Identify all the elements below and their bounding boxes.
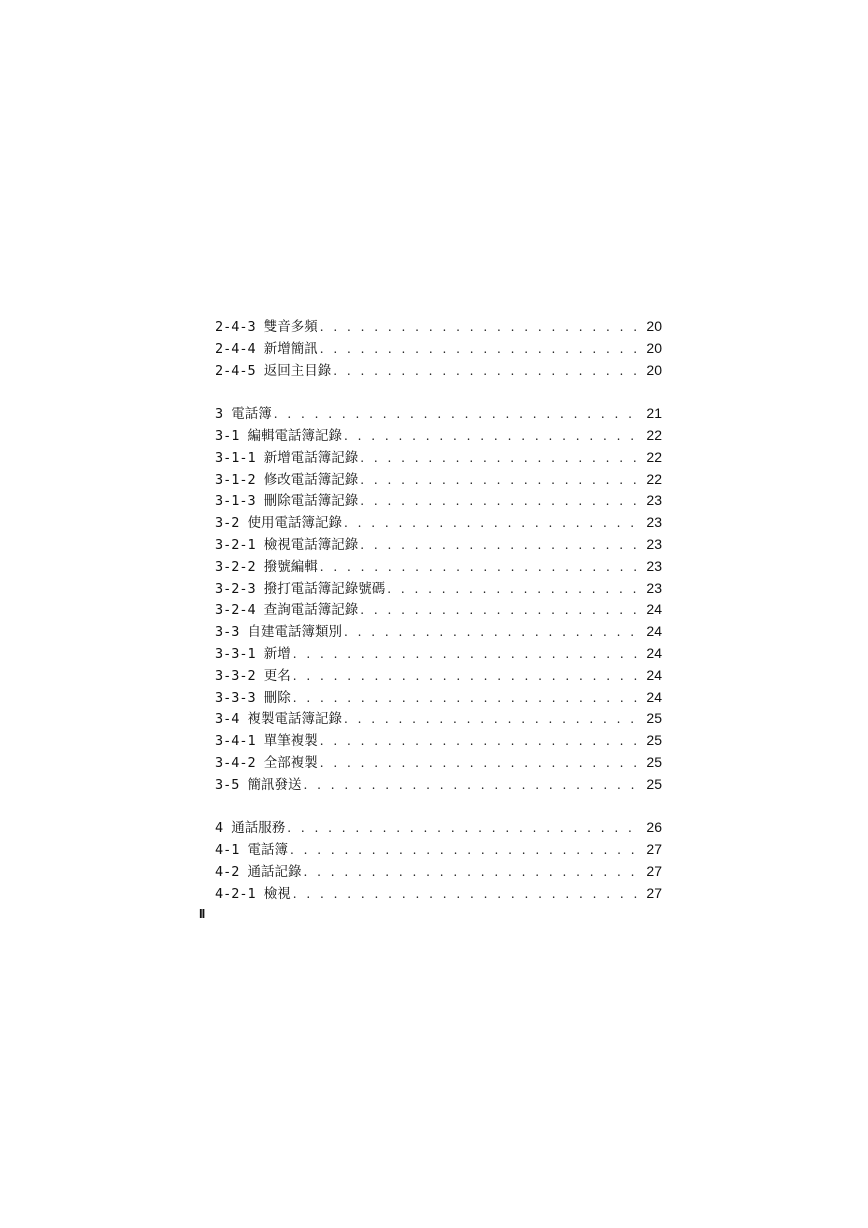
toc-entry	[215, 687, 662, 709]
dot-leader	[320, 339, 638, 361]
toc-entry-label: 3-3 自建電話簿類別	[215, 624, 343, 641]
page-folio: II	[199, 906, 205, 921]
toc-entry-label: 3-3-3 刪除	[215, 689, 291, 706]
toc-entry-label: 3-2-3 撥打電話簿記錄號碼	[215, 580, 386, 597]
toc-entry	[215, 708, 662, 730]
toc-entry	[215, 730, 662, 752]
toc-entry-label: 3-1-2 修改電話簿記錄	[215, 471, 359, 488]
toc-entry-page: 27	[646, 884, 662, 901]
dot-leader	[344, 426, 638, 448]
toc-entry-label: 3 電話簿	[215, 406, 272, 423]
toc-entry-page: 27	[646, 862, 662, 879]
toc-entry-page: 21	[646, 405, 662, 422]
toc-entry	[215, 403, 662, 425]
dot-leader	[360, 600, 638, 622]
toc-entry	[215, 316, 662, 338]
dot-leader	[320, 557, 638, 579]
dot-leader	[304, 775, 638, 797]
toc-entry-label: 3-2-1 檢視電話簿記錄	[215, 536, 359, 553]
toc-entry-page: 25	[646, 775, 662, 792]
toc-entry-label: 3-4 複製電話簿記錄	[215, 711, 343, 728]
dot-leader	[344, 709, 638, 731]
dot-leader	[320, 753, 638, 775]
toc-entry-label: 3-4-1 單筆複製	[215, 733, 318, 750]
toc-entry-page: 23	[646, 535, 662, 552]
toc-entry-page: 24	[646, 601, 662, 618]
dot-leader	[290, 840, 638, 862]
toc-entry	[215, 556, 662, 578]
toc-entry-label: 3-1 編輯電話簿記錄	[215, 427, 343, 444]
toc-entry	[215, 643, 662, 665]
dot-leader	[344, 513, 638, 535]
toc-entry-page: 25	[646, 710, 662, 727]
toc-entry-label: 3-4-2 全部複製	[215, 754, 318, 771]
dot-leader	[293, 688, 638, 710]
toc-entry-page: 24	[646, 666, 662, 683]
toc-entry	[215, 512, 662, 534]
dot-leader	[293, 666, 638, 688]
toc-entry	[215, 839, 662, 861]
toc-entry-page: 24	[646, 623, 662, 640]
toc-entry-page: 26	[646, 819, 662, 836]
toc-entry-page: 27	[646, 841, 662, 858]
dot-leader	[293, 644, 638, 666]
toc-entry	[215, 599, 662, 621]
dot-leader	[360, 535, 638, 557]
toc-entry	[215, 817, 662, 839]
toc-entry	[215, 425, 662, 447]
dot-leader	[287, 818, 638, 840]
toc-entry	[215, 861, 662, 883]
toc-entry-label: 3-1-1 新增電話簿記錄	[215, 449, 359, 466]
table-of-contents	[215, 316, 662, 905]
toc-entry	[215, 360, 662, 382]
dot-leader	[304, 862, 638, 884]
toc-entry	[215, 621, 662, 643]
dot-leader	[293, 884, 638, 906]
toc-entry-label: 3-5 簡訊發送	[215, 776, 302, 793]
dot-leader	[360, 470, 638, 492]
toc-entry	[215, 752, 662, 774]
dot-leader	[320, 317, 638, 339]
dot-leader	[333, 361, 638, 383]
toc-entry-page: 25	[646, 753, 662, 770]
dot-leader	[320, 731, 638, 753]
toc-entry-page: 22	[646, 426, 662, 443]
toc-entry-page: 22	[646, 448, 662, 465]
toc-entry-label: 3-3-2 更名	[215, 667, 291, 684]
toc-entry	[215, 490, 662, 512]
toc-entry-page: 22	[646, 470, 662, 487]
dot-leader	[344, 622, 638, 644]
toc-entry-label: 3-2 使用電話簿記錄	[215, 515, 343, 532]
toc-entry-page: 25	[646, 732, 662, 749]
toc-entry-page: 24	[646, 644, 662, 661]
toc-entry	[215, 447, 662, 469]
toc-entry-label: 4-2-1 檢視	[215, 885, 291, 902]
toc-entry-page: 20	[646, 339, 662, 356]
toc-entry-page: 23	[646, 557, 662, 574]
toc-entry-page: 20	[646, 318, 662, 334]
toc-entry-label: 3-2-2 撥號編輯	[215, 558, 318, 575]
toc-entry	[215, 578, 662, 600]
toc-entry-label: 4 通話服務	[215, 820, 286, 837]
toc-entry-page: 20	[646, 361, 662, 378]
toc-entry	[215, 338, 662, 360]
dot-leader	[360, 491, 638, 513]
toc-entry-page: 23	[646, 579, 662, 596]
toc-entry-page: 24	[646, 688, 662, 705]
dot-leader	[360, 448, 638, 470]
toc-entry	[215, 774, 662, 796]
toc-entry	[215, 665, 662, 687]
toc-entry	[215, 469, 662, 491]
toc-entry	[215, 534, 662, 556]
toc-entry-label: 4-1 電話簿	[215, 842, 289, 859]
toc-entry-label: 2-4-5 返回主目錄	[215, 362, 332, 379]
toc-entry-label: 3-1-3 刪除電話簿記錄	[215, 493, 359, 510]
toc-entry	[215, 883, 662, 905]
dot-leader	[387, 579, 638, 601]
toc-entry-label: 3-2-4 查詢電話簿記錄	[215, 602, 359, 619]
toc-entry-label: 4-2 通話記錄	[215, 863, 302, 880]
toc-entry-page: 23	[646, 514, 662, 531]
toc-entry-label: 3-3-1 新增	[215, 645, 291, 662]
dot-leader	[274, 404, 638, 426]
toc-entry-page: 23	[646, 492, 662, 509]
toc-entry-label: 2-4-4 新增簡訊	[215, 340, 318, 357]
toc-entry-label: 2-4-3 雙音多頻	[215, 319, 318, 335]
